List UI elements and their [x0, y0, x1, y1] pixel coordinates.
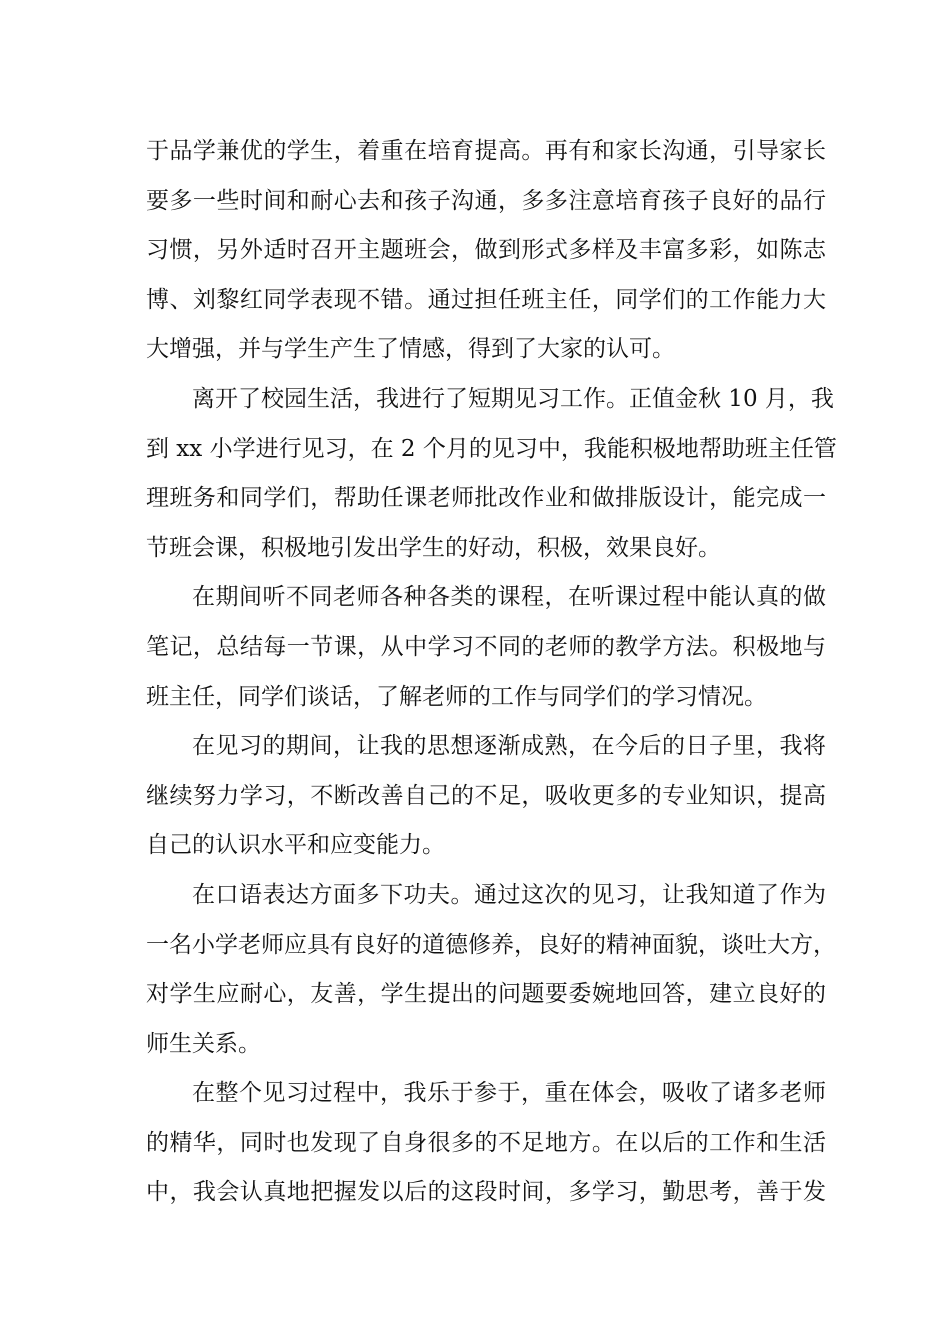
text-line: 对学生应耐心，友善，学生提出的问题要委婉地回答，建立良好的 [146, 981, 826, 1008]
paragraph [146, 871, 836, 1069]
text-line: 在见习的期间，让我的思想逐渐成熟，在今后的日子里，我将 [192, 733, 826, 760]
text-line: 在期间听不同老师各种各类的课程，在听课过程中能认真的做 [192, 584, 826, 611]
paragraph [146, 573, 826, 722]
text-line: 节班会课，积极地引发出学生的好动，积极，效果良好。 [146, 534, 721, 561]
text-line: 自己的认识水平和应变能力。 [146, 832, 445, 859]
text-line: 笔记，总结每一节课，从中学习不同的老师的教学方法。积极地与 [146, 633, 826, 660]
text-line: 习惯，另外适时召开主题班会，做到形式多样及丰富多彩，如陈志 [146, 237, 826, 264]
text-line: 继续努力学习，不断改善自己的不足，吸收更多的专业知识，提高 [146, 782, 826, 809]
text-line: 班主任，同学们谈话，了解老师的工作与同学们的学习情况。 [146, 683, 767, 710]
text-line: 要多一些时间和耐心去和孩子沟通，多多注意培育孩子良好的品行 [146, 187, 826, 214]
text-line: 在口语表达方面多下功夫。通过这次的见习，让我知道了作为 [192, 881, 826, 908]
text-line: 于品学兼优的学生，着重在培育提高。再有和家长沟通，引导家长 [146, 138, 826, 164]
paragraph [146, 375, 837, 573]
paragraph [146, 722, 826, 871]
paragraph [146, 1069, 826, 1218]
document-body [146, 127, 837, 1218]
text-line: 一名小学老师应具有良好的道德修养，良好的精神面貌，谈吐大方， [146, 931, 836, 958]
text-line: 的精华，同时也发现了自身很多的不足地方。在以后的工作和生活 [146, 1129, 826, 1156]
text-line: 理班务和同学们，帮助任课老师批改作业和做排版设计，能完成一 [146, 485, 826, 512]
text-line: 中，我会认真地把握发以后的这段时间，多学习，勤思考，善于发 [146, 1179, 826, 1206]
text-line: 师生关系。 [146, 1030, 261, 1057]
text-line: 大增强，并与学生产生了情感，得到了大家的认可。 [146, 336, 675, 363]
text-line: 到 xx 小学进行见习，在 2 个月的见习中，我能积极地帮助班主任管 [146, 435, 837, 462]
text-line: 在整个见习过程中，我乐于参于，重在体会，吸收了诸多老师 [192, 1080, 826, 1107]
text-line: 博、刘黎红同学表现不错。通过担任班主任，同学们的工作能力大 [146, 286, 826, 313]
text-line: 离开了校园生活，我进行了短期见习工作。正值金秋 10 月，我 [192, 385, 834, 412]
paragraph [146, 127, 826, 375]
